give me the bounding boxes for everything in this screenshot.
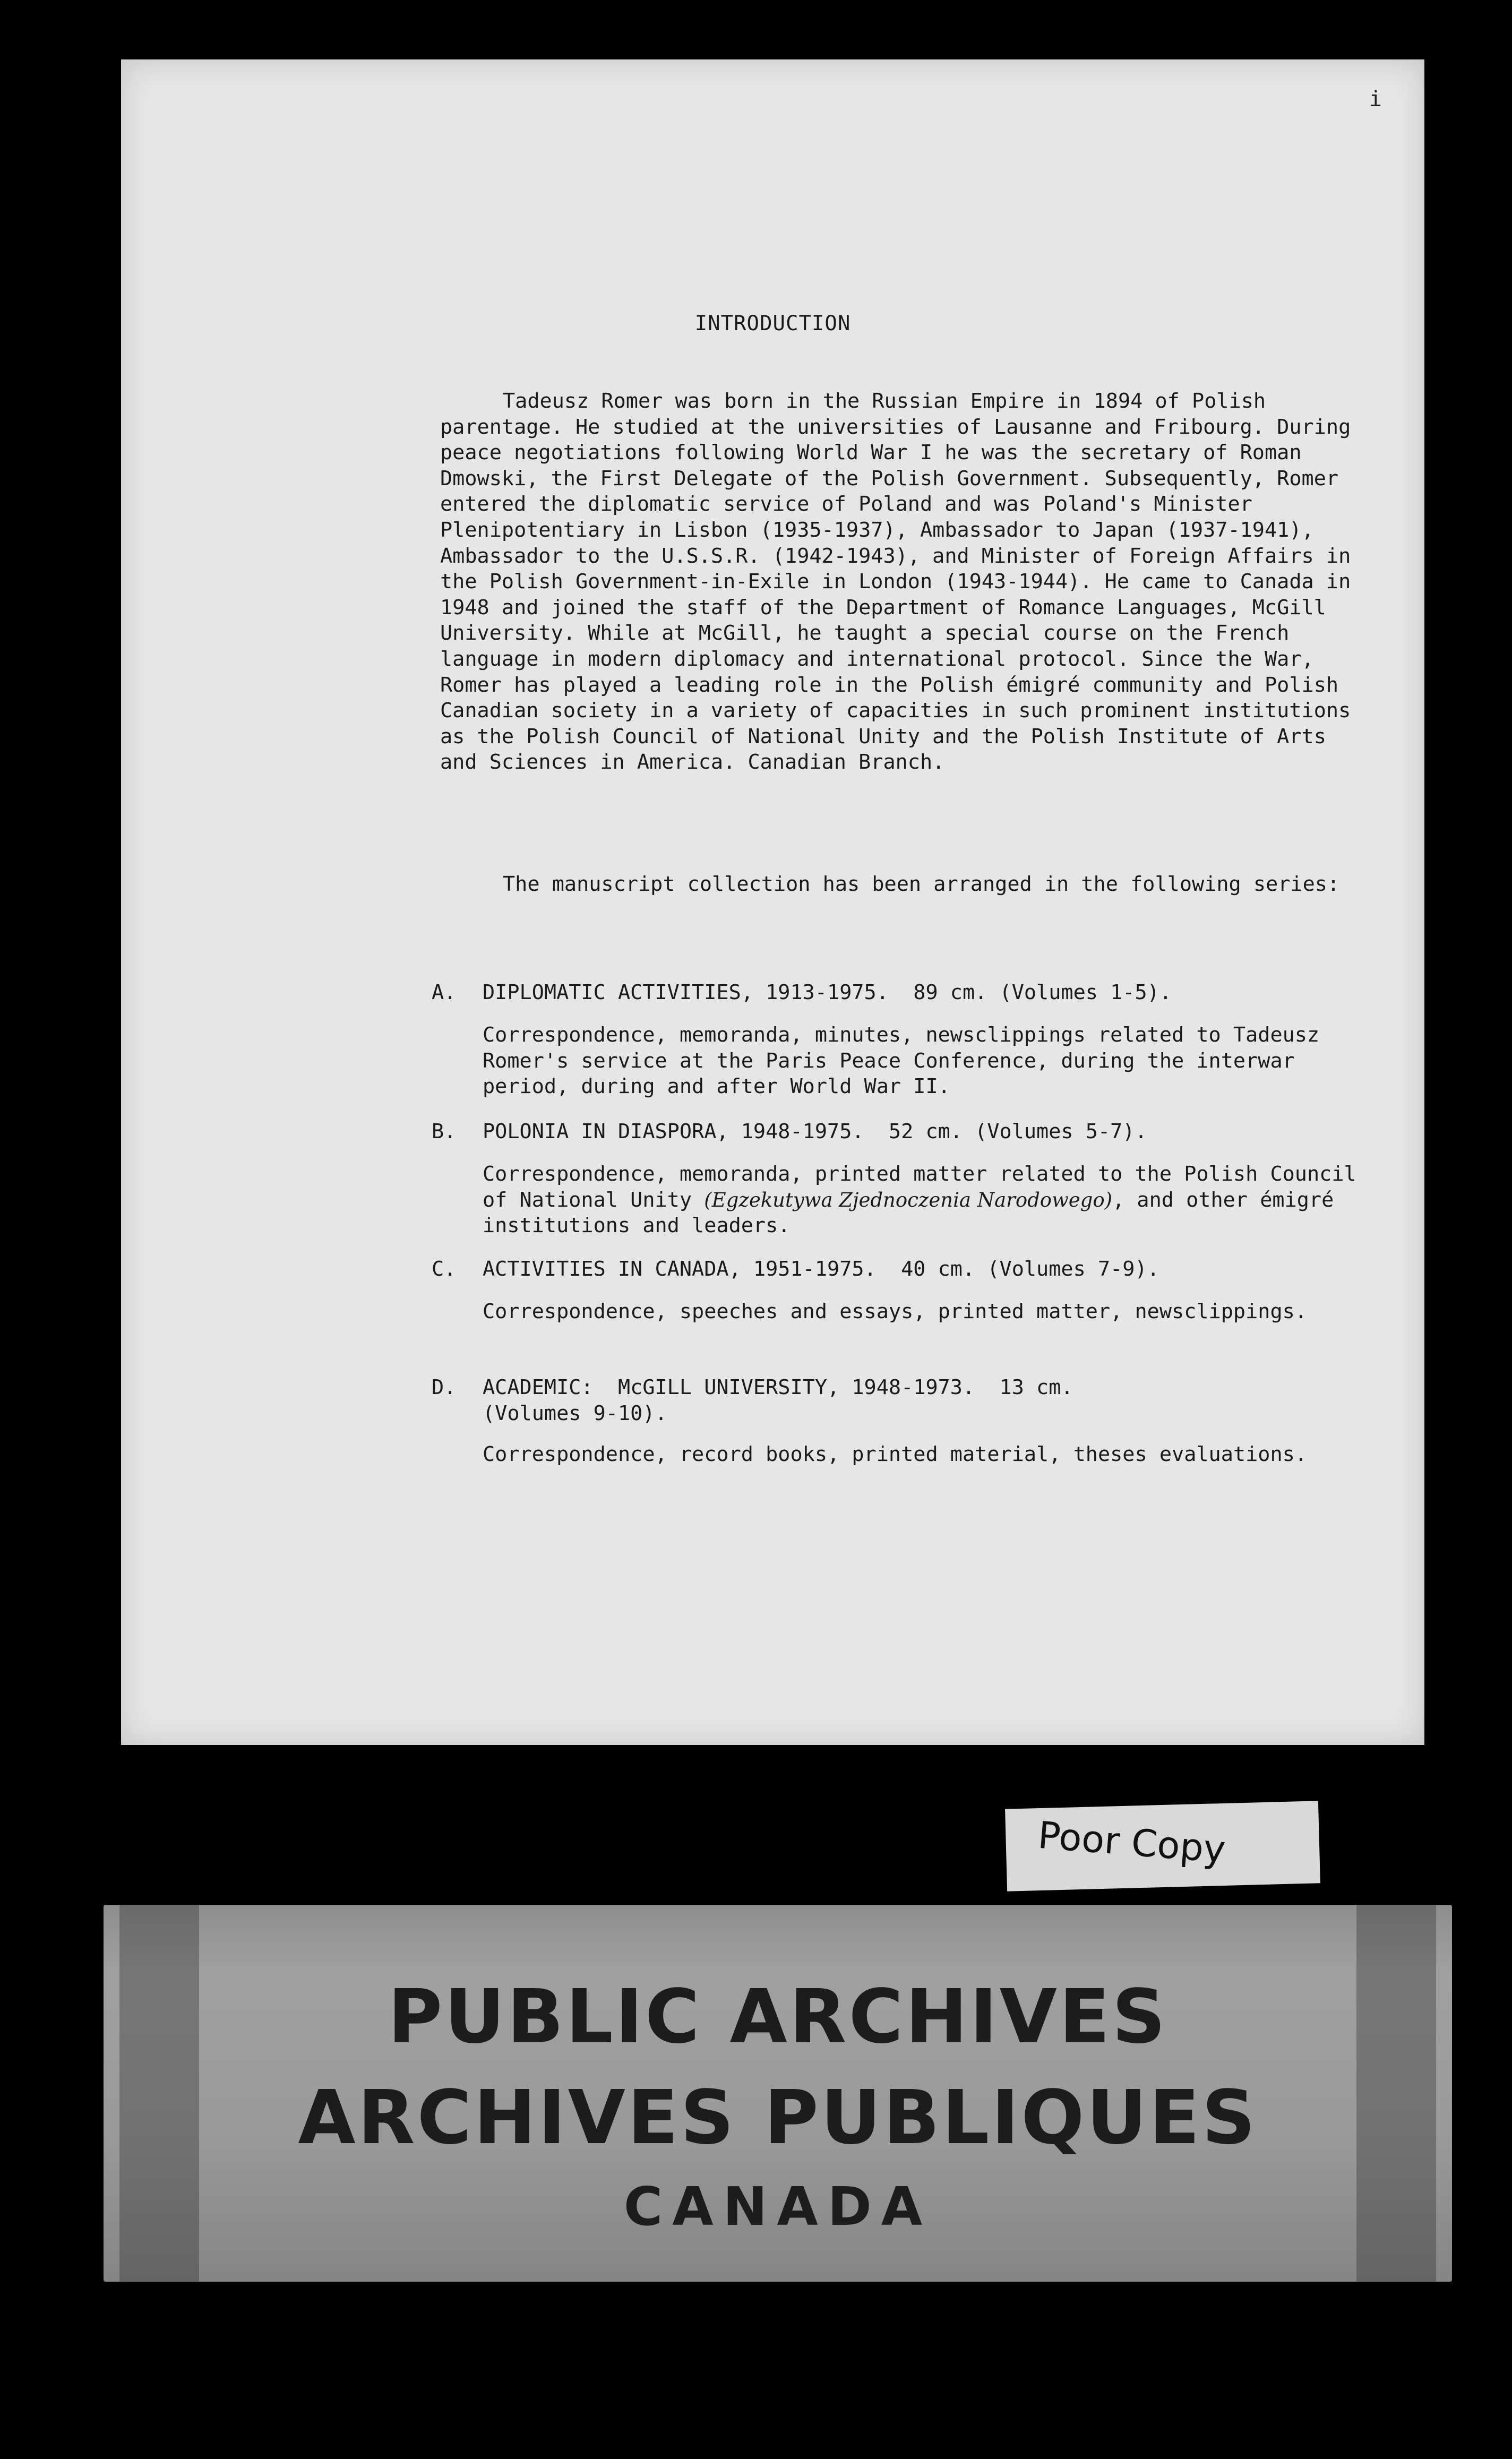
document-page bbox=[121, 59, 1424, 1745]
series-description: Correspondence, memoranda, printed matter related to the Polish Council of National Unity (Egzekutywa Zjednoczenia Narodowego), and other émigré institutions and leaders. bbox=[483, 1162, 1356, 1238]
italic-title: (Egzekutywa Zjednoczenia Narodowego) bbox=[704, 1188, 1113, 1211]
stamp-line-archives-publiques: ARCHIVES PUBLIQUES bbox=[298, 2075, 1258, 2161]
series-intro-text: The manuscript collection has been arranged in the following series: bbox=[503, 872, 1340, 896]
intro-paragraph bbox=[440, 389, 1374, 776]
series-description: Correspondence, memoranda, minutes, newsclippings related to Tadeusz Romer's service at the Paris Peace Conference, during the interwar period, during and after World War II. bbox=[483, 1023, 1320, 1099]
stamp-line-public-archives: PUBLIC ARCHIVES bbox=[388, 1974, 1168, 2060]
series-intro bbox=[440, 872, 1374, 898]
series-heading: POLONIA IN DIASPORA, 1948-1975. 52 cm. (Volumes 5-7). bbox=[483, 1120, 1147, 1143]
series-heading: ACADEMIC: McGILL UNIVERSITY, 1948-1973. 13 cm. (Volumes 9-10). bbox=[483, 1375, 1073, 1425]
poor-copy-text: Poor Copy bbox=[1036, 1813, 1227, 1872]
page-number: i bbox=[1369, 87, 1382, 111]
page-title: INTRODUCTION bbox=[694, 312, 851, 336]
poor-copy-label bbox=[1005, 1801, 1320, 1891]
archive-stamp bbox=[104, 1905, 1452, 2282]
series-description: Correspondence, speeches and essays, printed matter, newsclippings. bbox=[483, 1300, 1307, 1323]
stamp-line-canada: CANADA bbox=[623, 2176, 932, 2238]
series-letter: D. bbox=[432, 1375, 457, 1399]
intro-paragraph-text: Tadeusz Romer was born in the Russian Empire in 1894 of Polish parentage. He studied at the universities of Lausanne and Fribourg. During peace negotiations following World War I he was the secretary of Roman Dmowski, the First Delegate of the Polish Government. Subsequently, Romer entered the diplomatic service of Poland and was Poland's Minister Plenipotentiary in Lisbon (1935-1937), Ambassador to Japan (1937-1941), Ambassador to the U.S.S.R. (1942-1943), and Minister of Foreign Affairs in the Polish Government-in-Exile in London (1943-1944). He came to Canada in 1948 and joined the staff of the Department of Romance Languages, McGill University. While at McGill, he taught a special course on the French language in modern diplomacy and international protocol. Since the War, Romer has played a leading role in the Polish émigré community and Polish Canadian society in a variety of capacities in such prominent institutions as the Polish Council of National Unity and the Polish Institute of Arts and Sciences in America. Canadian Branch. bbox=[440, 389, 1351, 775]
series-letter: B. bbox=[432, 1120, 457, 1143]
series-description: Correspondence, record books, printed material, theses evaluations. bbox=[483, 1442, 1307, 1466]
series-letter: A. bbox=[432, 981, 457, 1004]
series-letter: C. bbox=[432, 1257, 457, 1281]
series-heading: ACTIVITIES IN CANADA, 1951-1975. 40 cm. (Volumes 7-9). bbox=[483, 1257, 1159, 1281]
series-heading: DIPLOMATIC ACTIVITIES, 1913-1975. 89 cm. (Volumes 1-5). bbox=[483, 981, 1172, 1004]
